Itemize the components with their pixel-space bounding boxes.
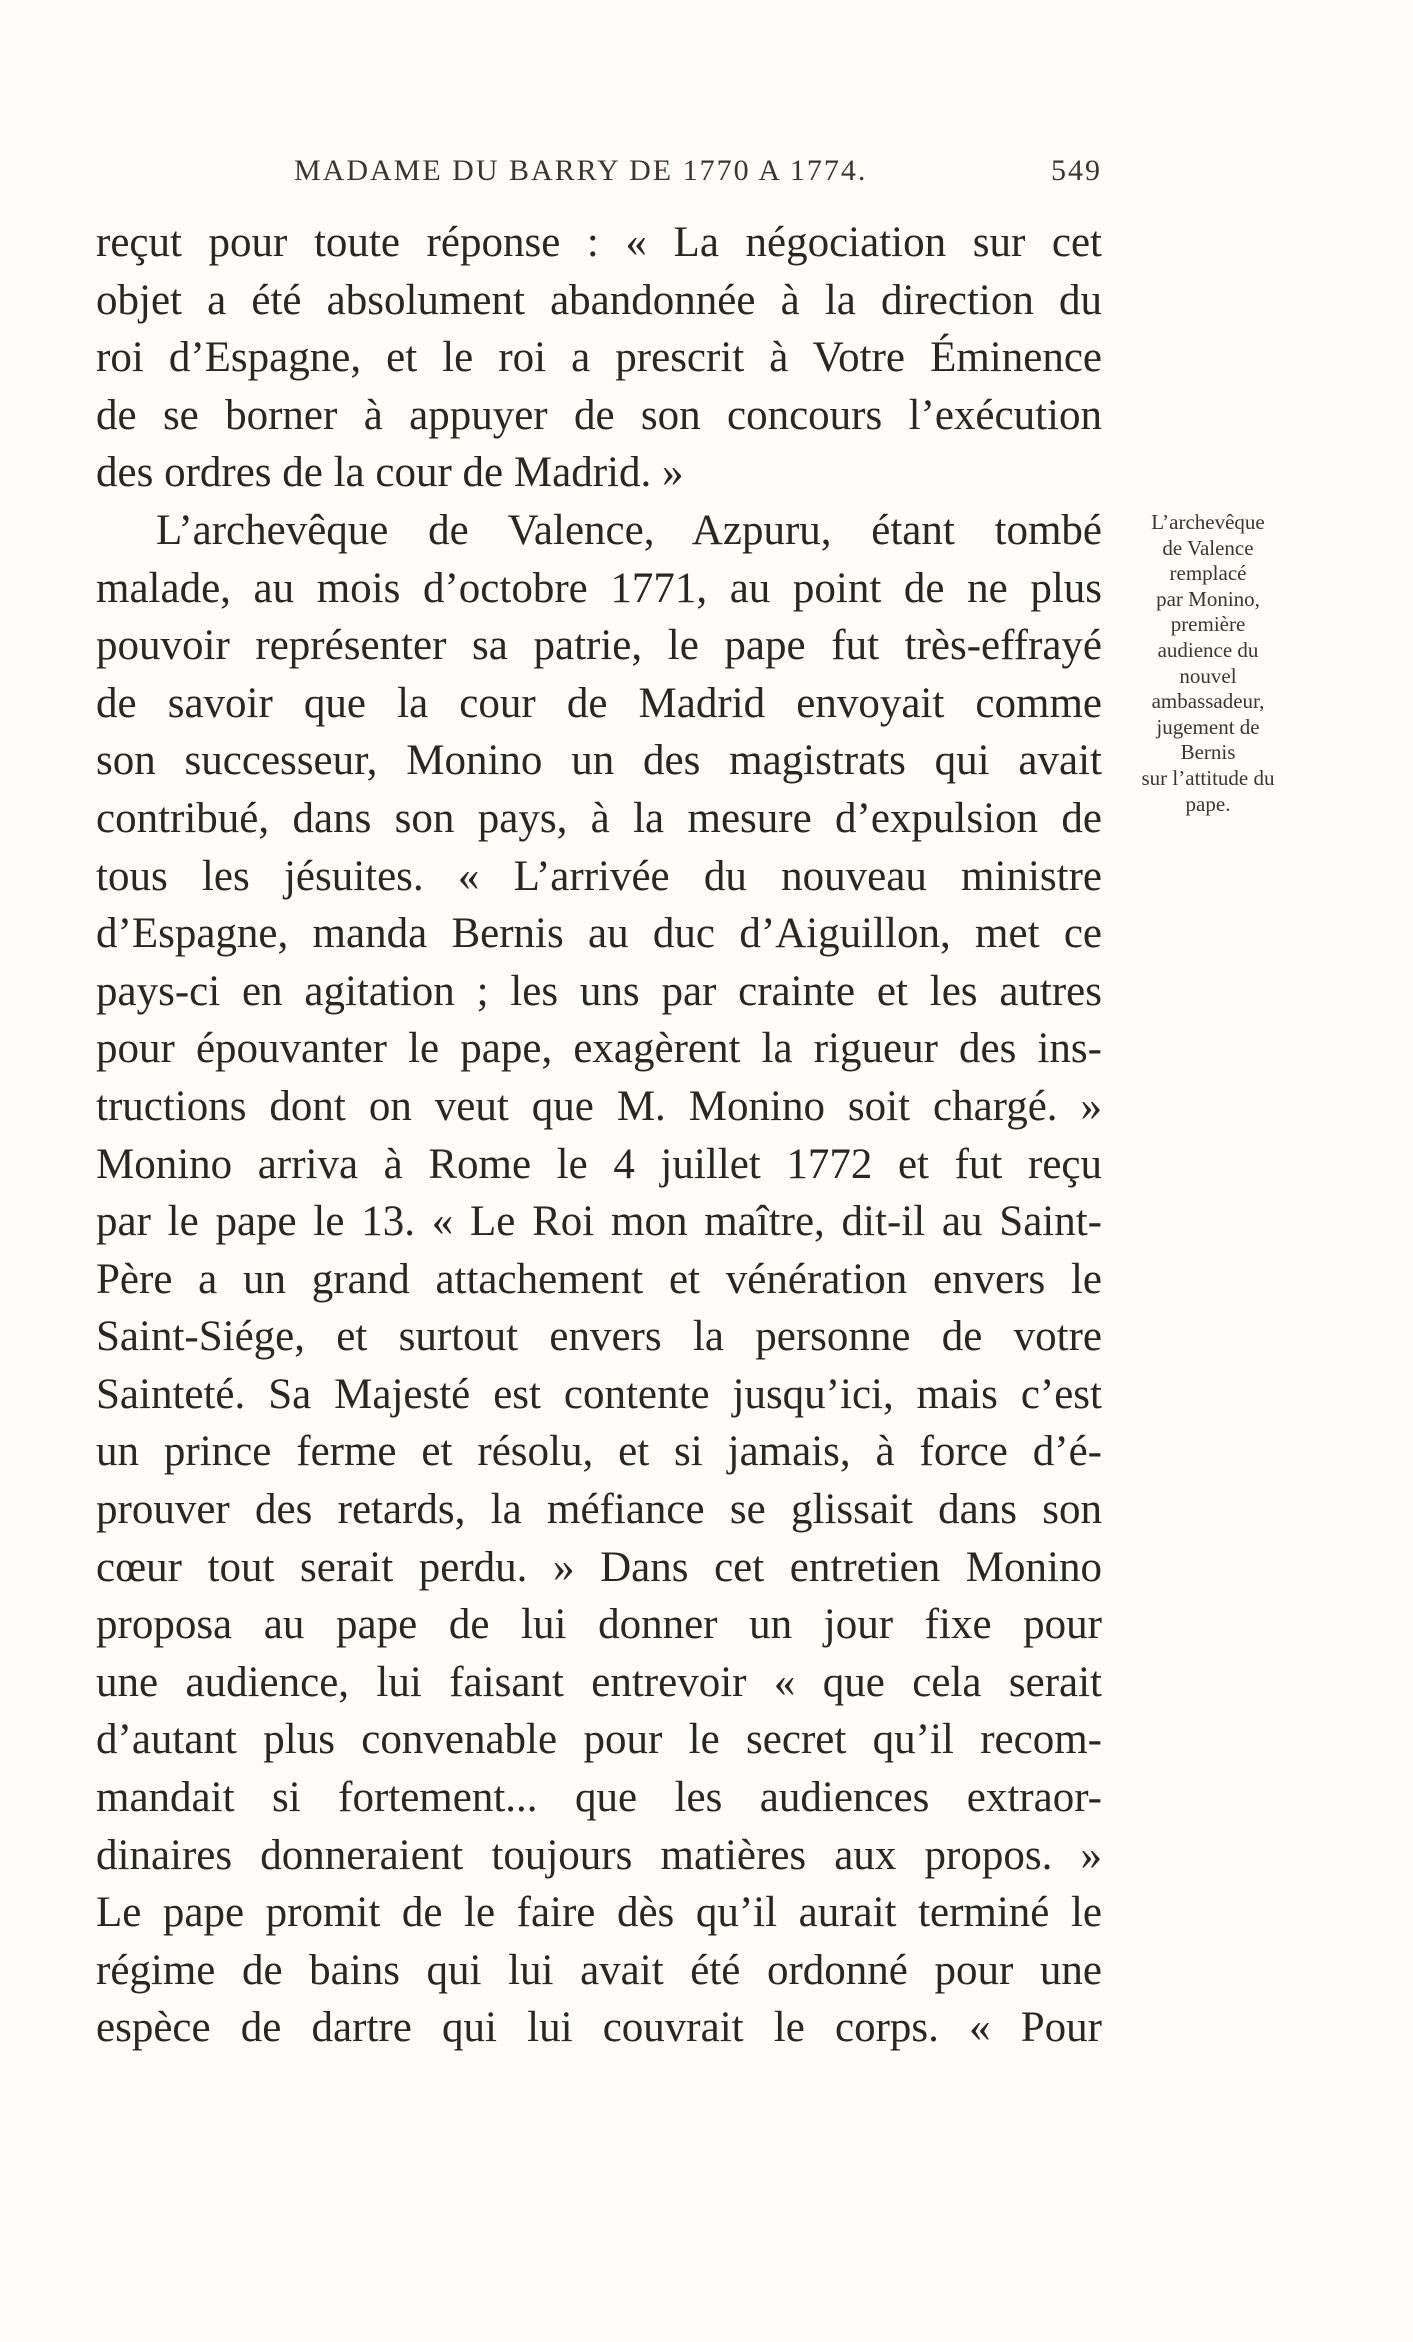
text-line: mandait si fortement... que les audiences extraor- [96, 1774, 1102, 1822]
page-number: 549 [1051, 154, 1102, 187]
text-line: malade, au mois d’octobre 1771, au point de ne plus [96, 564, 1102, 612]
margin-note-line: sur l’attitude du [1141, 765, 1275, 790]
text-line: tous les jésuites. « L’arrivée du nouveau ministre [96, 852, 1102, 900]
text-line: de se borner à appuyer de son concours l’exécution [96, 391, 1102, 439]
text-line: Père a un grand attachement et vénération envers le [96, 1255, 1102, 1303]
margin-note-line: Bernis [1180, 740, 1236, 765]
text-line: un prince ferme et résolu, et si jamais, à force d’é- [96, 1428, 1102, 1476]
margin-note-line: L’archevêque [1151, 510, 1265, 534]
running-head [294, 148, 1102, 194]
text-line: des ordres de la cour de Madrid. » [96, 449, 684, 497]
text-line: contribué, dans son pays, à la mesure d’expulsion de [96, 794, 1102, 842]
text-line: de savoir que la cour de Madrid envoyait comme [96, 679, 1102, 727]
text-line: dinaires donneraient toujours matières aux propos. » [96, 1831, 1102, 1879]
text-line: par le pape le 13. « Le Roi mon maître, dit-il au Saint- [96, 1198, 1102, 1246]
margin-note [1118, 510, 1298, 817]
text-line: pour épouvanter le pape, exagèrent la rigueur des ins- [96, 1025, 1102, 1073]
text-line: Saint-Siége, et surtout envers la personne de votre [96, 1313, 1102, 1361]
margin-note-line: ambassadeur, [1151, 689, 1265, 714]
text-line: Monino arriva à Rome le 4 juillet 1772 et fut reçu [96, 1140, 1102, 1188]
margin-note-line: pape. [1185, 791, 1231, 816]
text-line: d’autant plus convenable pour le secret qu’il recom- [96, 1716, 1102, 1764]
text-line: Sainteté. Sa Majesté est contente jusqu’ici, mais c’est [96, 1370, 1102, 1418]
text-line: reçut pour toute réponse : « La négociation sur cet [96, 219, 1102, 266]
margin-note-line: nouvel [1179, 663, 1237, 688]
text-line: espèce de dartre qui lui couvrait le corps. « Pour [96, 2004, 1102, 2052]
text-line: son successeur, Monino un des magistrats qui avait [96, 737, 1102, 785]
margin-note-line: première [1170, 612, 1246, 637]
text-line: objet a été absolument abandonnée à la direction du [96, 276, 1102, 324]
text-line: pays-ci en agitation ; les uns par crainte et les autres [96, 967, 1102, 1015]
text-line: prouver des retards, la méfiance se glissait dans son [96, 1486, 1102, 1534]
text-line: pouvoir représenter sa patrie, le pape fut très-effrayé [96, 622, 1102, 670]
text-line: roi d’Espagne, et le roi a prescrit à Votre Éminence [96, 334, 1102, 382]
text-line: tructions dont on veut que M. Monino soit chargé. » [96, 1082, 1102, 1130]
running-title: MADAME DU BARRY DE 1770 A 1774. [294, 154, 868, 187]
text-line: d’Espagne, manda Bernis au duc d’Aiguillon, met ce [96, 910, 1102, 958]
margin-note-line: remplacé [1169, 561, 1247, 586]
margin-note-line: audience du [1157, 637, 1259, 662]
body-text [96, 214, 1102, 2057]
text-line: L’archevêque de Valence, Azpuru, étant tombé [156, 506, 1102, 554]
margin-note-line: jugement de [1156, 714, 1260, 739]
text-line: régime de bains qui lui avait été ordonné pour une [96, 1946, 1102, 1994]
text-line: cœur tout serait perdu. » Dans cet entretien Monino [96, 1543, 1102, 1591]
margin-note-line: par Monino, [1156, 586, 1260, 611]
text-line: Le pape promit de le faire dès qu’il aurait terminé le [96, 1889, 1102, 1937]
margin-note-line: de Valence [1162, 535, 1254, 560]
text-line: proposa au pape de lui donner un jour fixe pour [96, 1601, 1102, 1649]
text-line: une audience, lui faisant entrevoir « que cela serait [96, 1658, 1102, 1706]
